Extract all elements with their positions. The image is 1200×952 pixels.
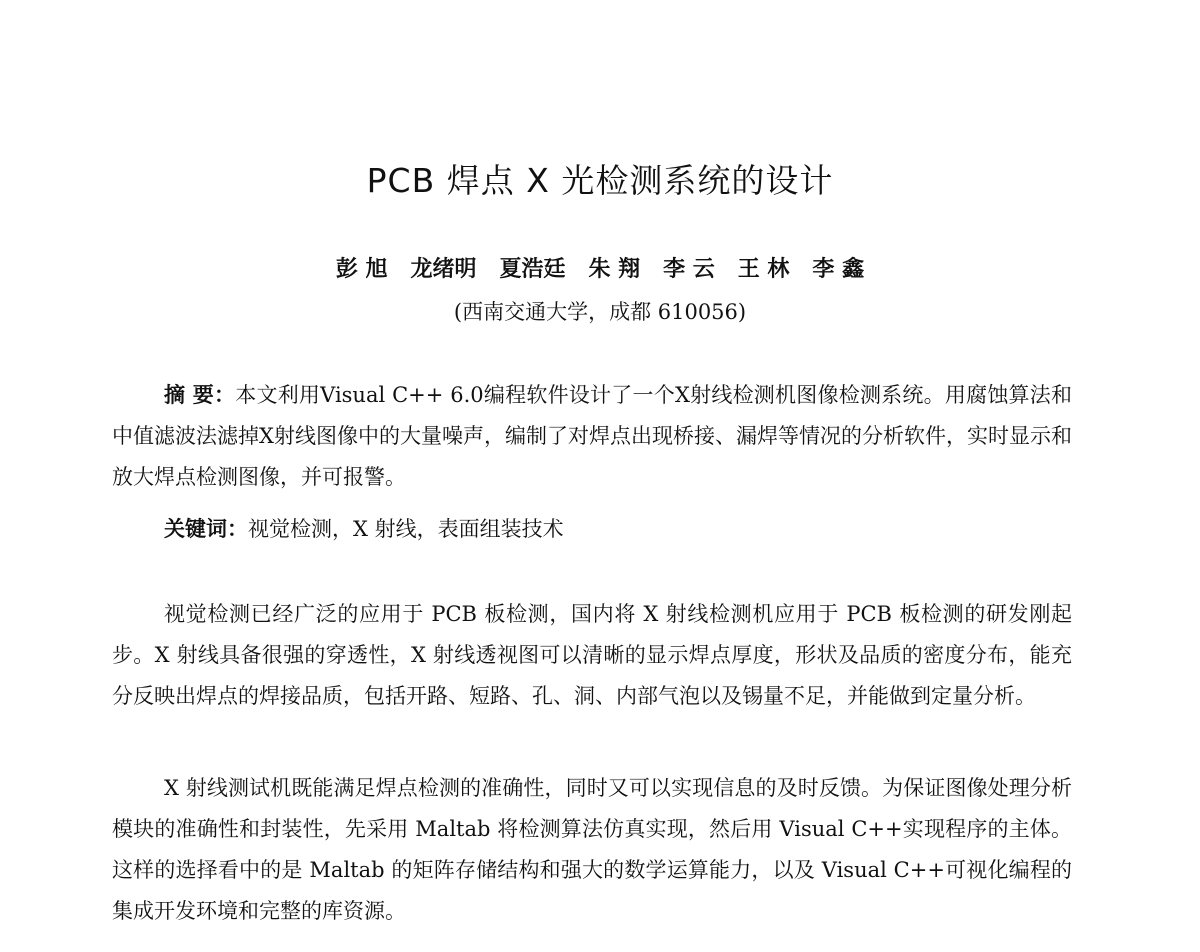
keywords — [112, 508, 1072, 550]
body-paragraph: X 射线测试机既能满足焊点检测的准确性，同时又可以实现信息的及时反馈。为保证图像处理分析模块的准确性和封装性，先采用 Maltab 将检测算法仿真实现，然后用 Visual C++实现程序的主体。这样的选择看中的是 Maltab 的矩阵存储结构和强大的数学运算能力，以及 Visual C++可视化编程的集成开发环境和完整的库资源。 — [112, 776, 1072, 923]
author-list: 彭 旭 龙绪明 夏浩廷 朱 翔 李 云 王 林 李 鑫 — [335, 256, 865, 282]
keywords-text: 视觉检测，X 射线，表面组装技术 — [248, 517, 564, 541]
keywords-label: 关键词： — [164, 516, 248, 541]
paper-title: PCB 焊点 X 光检测系统的设计 — [366, 161, 834, 200]
abstract-text: 本文利用Visual C++ 6.0编程软件设计了一个X射线检测机图像检测系统。用腐蚀算法和中值滤波法滤掉X射线图像中的大量噪声，编制了对焊点出现桥接、漏焊等情况的分析软件，实时显示和放大焊点检测图像，并可报警。 — [112, 383, 1072, 489]
abstract — [112, 374, 1072, 498]
body-paragraph: 视觉检测已经广泛的应用于 PCB 板检测，国内将 X 射线检测机应用于 PCB 板检测的研发刚起步。X 射线具备很强的穿透性，X 射线透视图可以清晰的显示焊点厚度，形状及品质的密度分布，能充分反映出焊点的焊接品质，包括开路、短路、孔、洞、内部气泡以及锡量不足，并能做到定量分析。 — [112, 602, 1072, 708]
affiliation: (西南交通大学，成都 610056) — [453, 300, 747, 324]
abstract-label: 摘 要： — [164, 382, 236, 407]
